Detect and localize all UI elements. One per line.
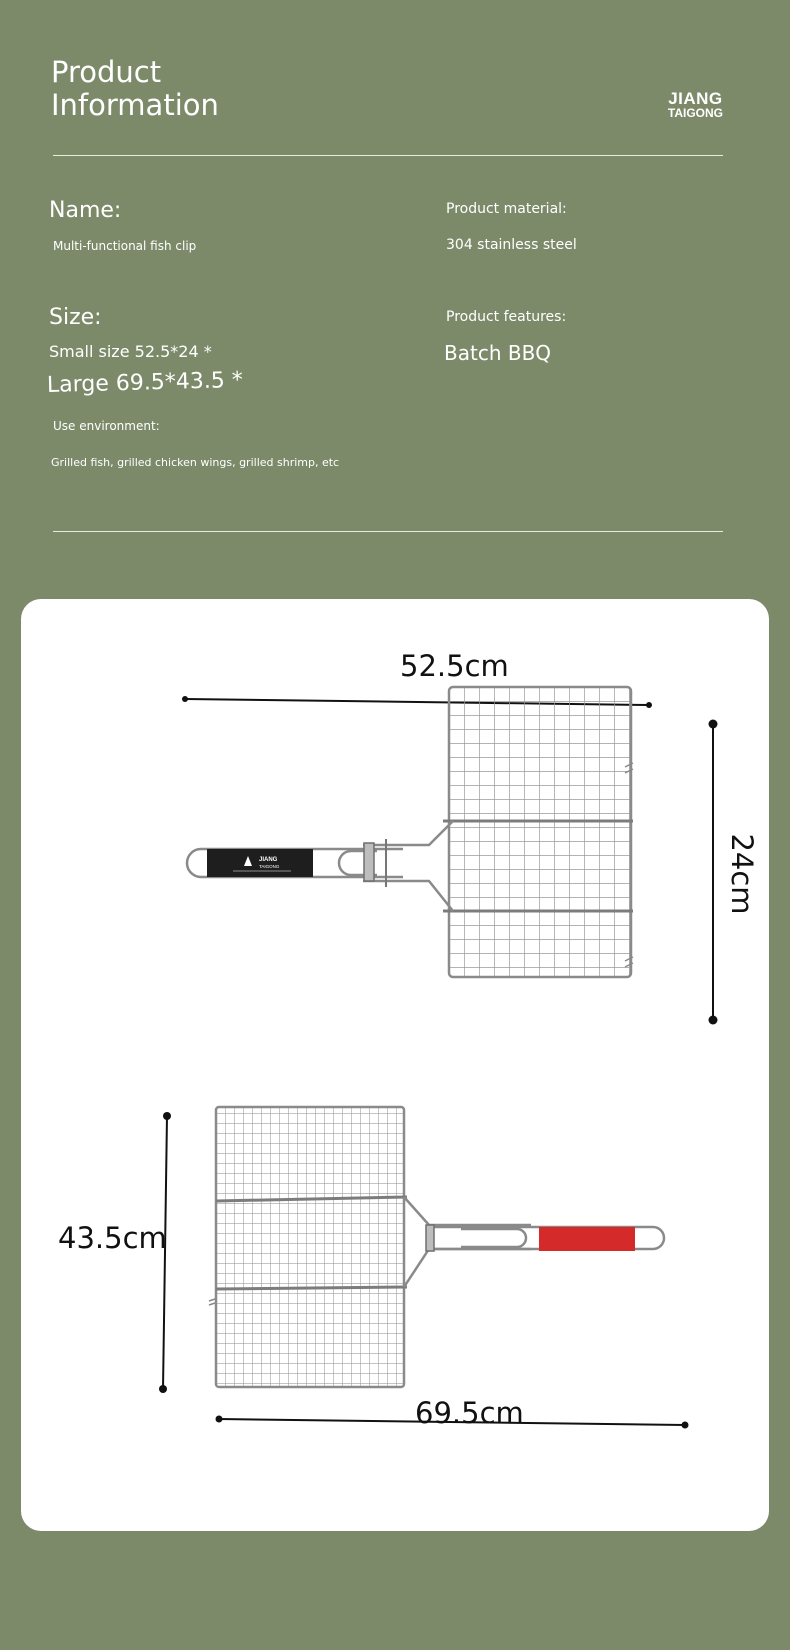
handle-brand-2: TAIGONG [259, 864, 280, 869]
page-title [51, 56, 219, 122]
features-label: Product features: [446, 309, 567, 325]
small-grill-basket [187, 687, 633, 977]
small-grid [449, 687, 631, 977]
title-line-1: Product [51, 55, 162, 89]
large-height-label: 43.5cm [58, 1221, 167, 1255]
material-label: Product material: [446, 201, 567, 217]
brand-logo [667, 89, 723, 120]
divider-top [53, 155, 723, 156]
brand-line-1: JIANG [668, 89, 723, 108]
title-line-2: Information [51, 88, 219, 122]
size-large: Large 69.5*43.5 * [46, 367, 244, 398]
handle-brand-1: JIANG [259, 857, 278, 863]
size-label: Size: [49, 305, 102, 330]
dimension-diagram [21, 599, 769, 1531]
large-grill-basket [209, 1107, 664, 1387]
environment-label: Use environment: [53, 419, 160, 433]
large-handle [539, 1227, 635, 1251]
dimension-card [21, 599, 769, 1531]
name-value: Multi-functional fish clip [53, 239, 197, 253]
size-small: Small size 52.5*24 * [49, 342, 212, 361]
large-width-label: 69.5cm [415, 1396, 524, 1430]
small-handle [207, 849, 313, 877]
features-value: Batch BBQ [444, 341, 552, 365]
small-height-label: 24cm [725, 833, 759, 915]
divider-bottom [53, 531, 723, 532]
environment-value: Grilled fish, grilled chicken wings, grilled shrimp, etc [51, 456, 340, 469]
name-label: Name: [49, 198, 122, 223]
small-height-measure [709, 720, 718, 1025]
material-value: 304 stainless steel [446, 237, 577, 253]
large-grid [216, 1107, 404, 1387]
brand-line-2: TAIGONG [667, 106, 723, 120]
small-width-label: 52.5cm [400, 649, 509, 683]
